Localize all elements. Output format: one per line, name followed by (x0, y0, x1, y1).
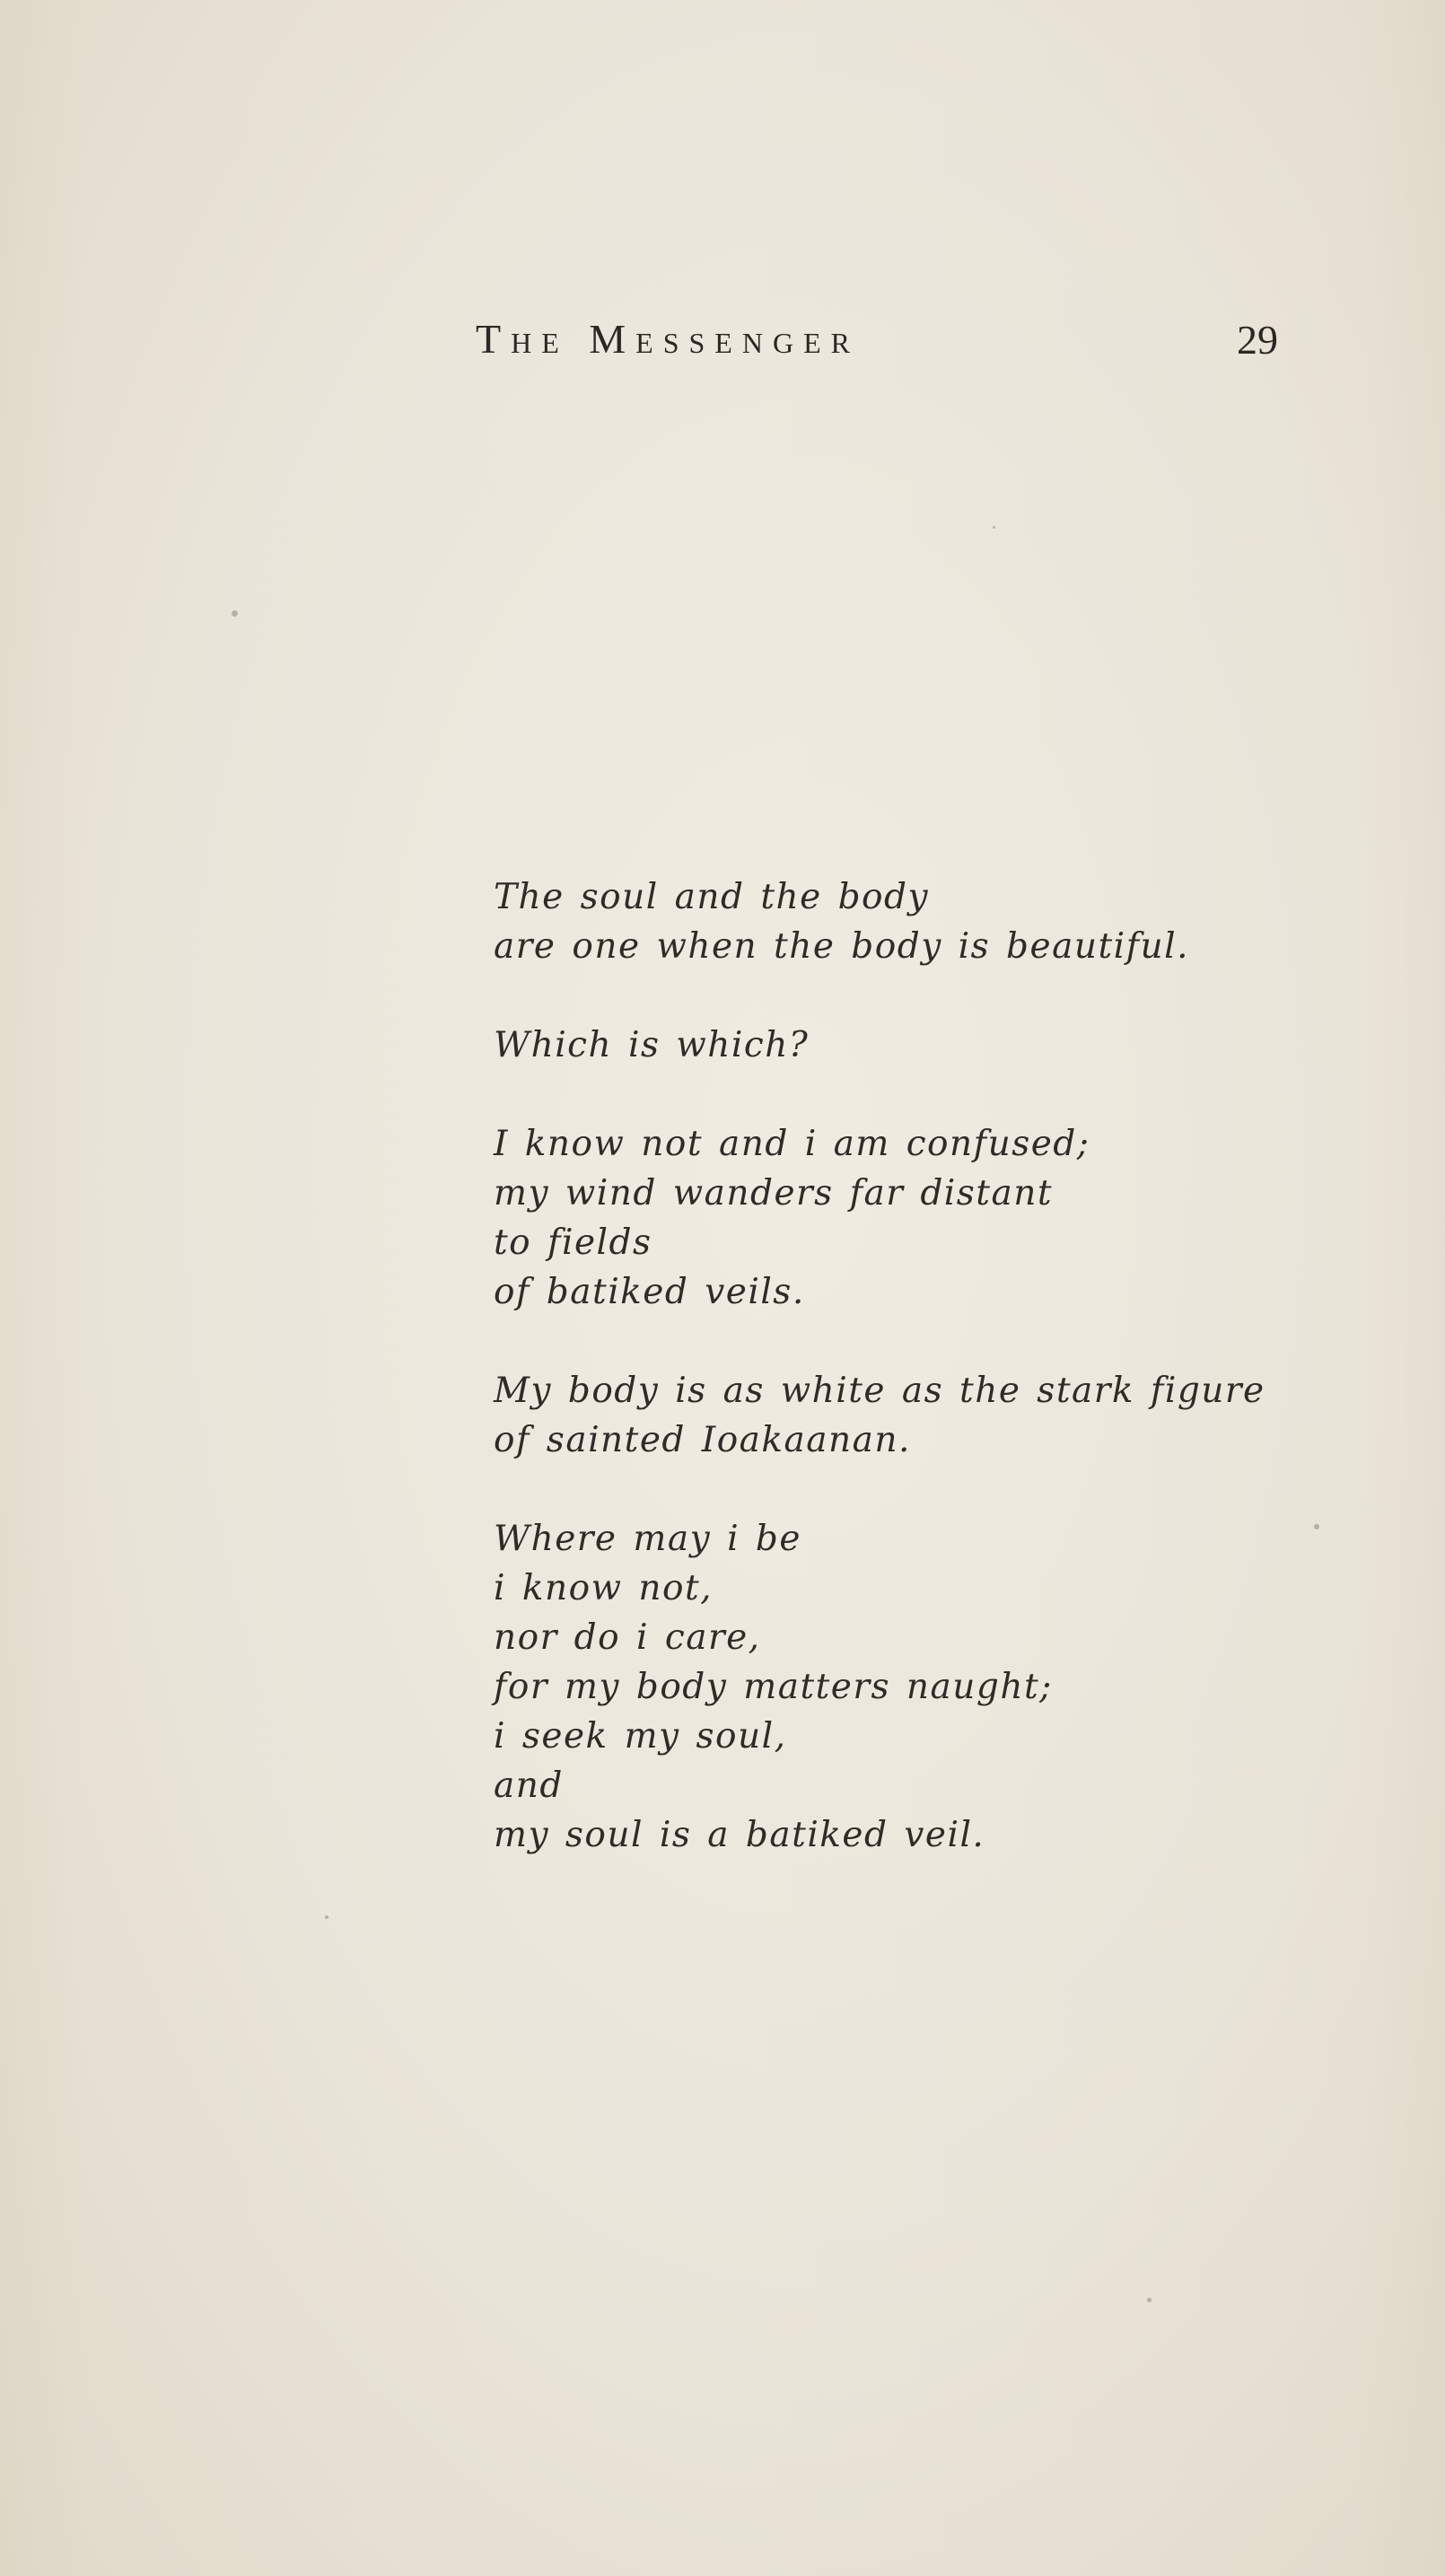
poem-line: My body is as white as the stark figure (494, 1371, 1265, 1411)
running-header-title: The Messenger (476, 316, 860, 362)
paper-speck (325, 1915, 328, 1919)
poem-line: I know not and i am confused; (494, 1124, 1090, 1164)
paper-speck (993, 526, 995, 529)
poem-line: my wind wanders far distant (494, 1173, 1053, 1214)
stanza (494, 1021, 1301, 1070)
paper-speck (232, 610, 238, 617)
poem-line: Which is which? (494, 1025, 810, 1065)
poem-line: of sainted Ioakaanan. (494, 1420, 911, 1460)
stanza (494, 1119, 1301, 1317)
stanza (494, 872, 1301, 971)
poem-line: and (494, 1766, 564, 1806)
poem-body (494, 872, 1301, 1860)
stanza (494, 1366, 1301, 1465)
poem-line: to fields (494, 1222, 652, 1263)
poem-line: of batiked veils. (494, 1272, 805, 1312)
poem-line: i know not, (494, 1568, 714, 1608)
poem-line: for my body matters naught; (494, 1667, 1053, 1707)
poem-line: The soul and the body (494, 877, 930, 917)
poem-line: are one when the body is beautiful. (494, 926, 1190, 967)
poem-line: i seek my soul, (494, 1716, 787, 1757)
poem-line: my soul is a batiked veil. (494, 1815, 985, 1855)
paper-speck (1147, 2298, 1152, 2302)
paper-speck (1314, 1524, 1319, 1529)
stanza (494, 1514, 1301, 1860)
poem-line: Where may i be (494, 1519, 801, 1559)
page-number: 29 (1237, 317, 1278, 363)
poem-line: nor do i care, (494, 1617, 761, 1658)
